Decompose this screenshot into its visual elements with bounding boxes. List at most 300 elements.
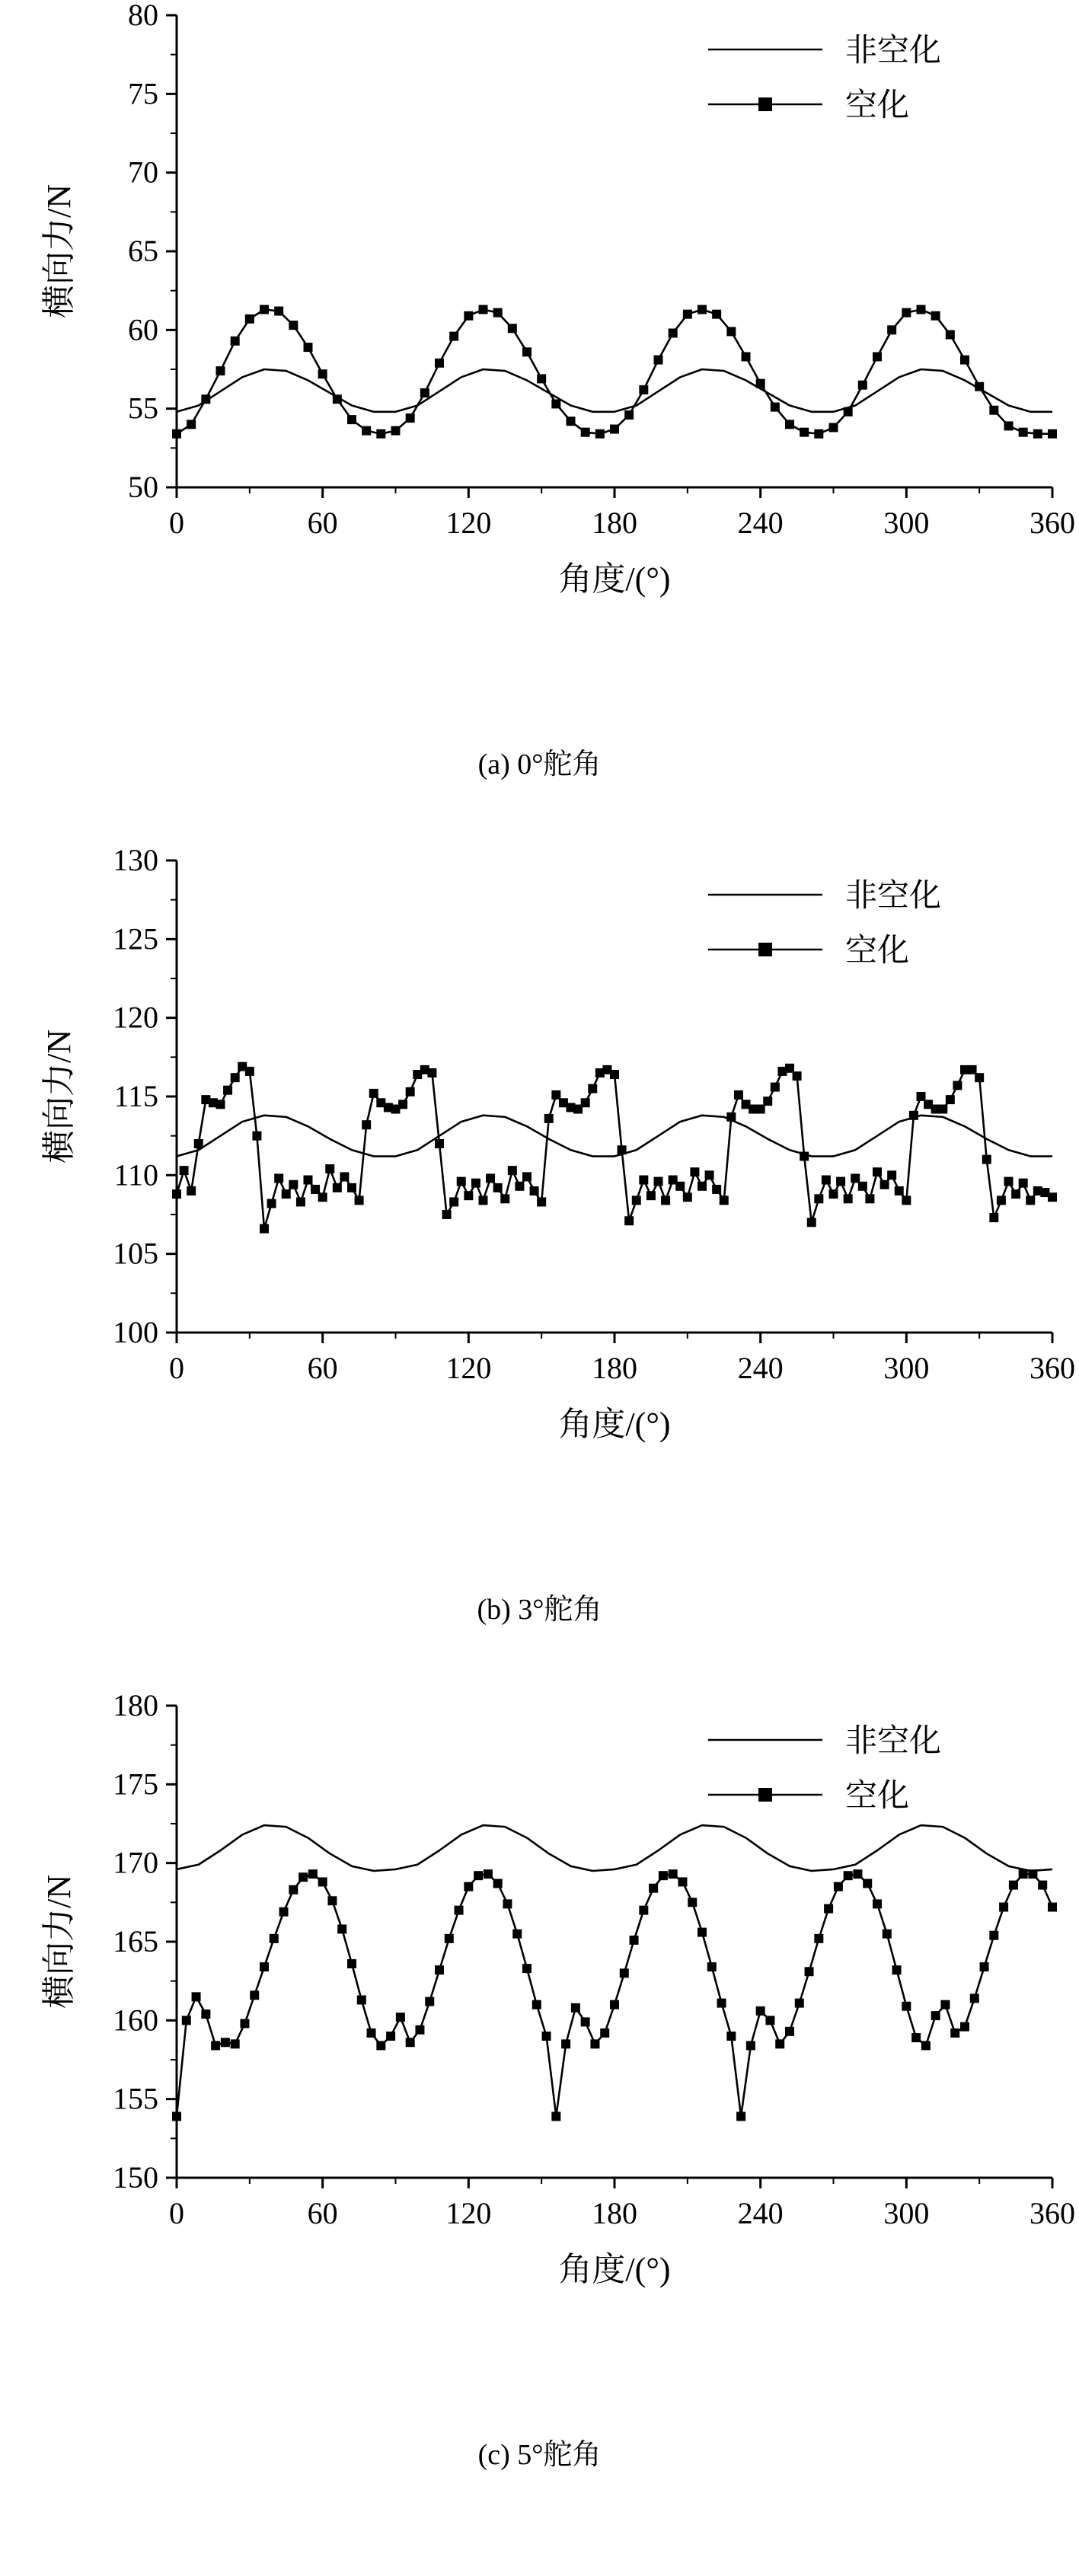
marker-square xyxy=(530,1186,539,1195)
marker-square xyxy=(522,347,532,356)
marker-square xyxy=(982,1155,991,1164)
marker-square xyxy=(318,1877,327,1886)
marker-square xyxy=(333,1183,342,1192)
marker-square xyxy=(581,2017,590,2026)
marker-square xyxy=(187,1186,196,1195)
marker-square xyxy=(902,308,911,318)
marker-square xyxy=(989,1931,998,1940)
marker-square xyxy=(522,1172,532,1181)
marker-square xyxy=(887,1170,896,1179)
marker-square xyxy=(698,1182,707,1191)
marker-square xyxy=(746,2041,755,2050)
y-tick-label: 110 xyxy=(113,1157,158,1192)
marker-square xyxy=(211,2041,220,2050)
marker-square xyxy=(968,1065,977,1074)
marker-square xyxy=(172,1189,181,1199)
chart-panel-b xyxy=(0,845,1079,1690)
marker-square xyxy=(270,1934,279,1943)
marker-square xyxy=(595,429,605,439)
marker-square xyxy=(449,1197,458,1206)
marker-square xyxy=(376,2041,385,2050)
marker-square xyxy=(457,1177,466,1186)
legend-label-1: 空化 xyxy=(845,1779,910,1814)
marker-square xyxy=(771,403,780,412)
y-tick-label: 75 xyxy=(128,76,158,111)
y-tick-label: 130 xyxy=(113,845,158,877)
marker-square xyxy=(522,1964,532,1973)
marker-square xyxy=(822,1176,831,1185)
x-tick-label: 360 xyxy=(1030,1351,1075,1385)
marker-square xyxy=(610,1070,619,1079)
marker-square xyxy=(515,1182,524,1191)
marker-square xyxy=(318,369,327,378)
marker-square xyxy=(172,429,181,439)
marker-square xyxy=(873,1167,882,1176)
x-tick-label: 240 xyxy=(737,1351,784,1385)
marker-square xyxy=(347,415,356,424)
marker-square xyxy=(756,1105,765,1114)
marker-square xyxy=(902,1195,911,1205)
marker-square xyxy=(357,1995,366,2004)
marker-square xyxy=(610,425,619,434)
marker-square xyxy=(946,330,955,340)
marker-square xyxy=(194,1139,203,1148)
x-tick-label: 120 xyxy=(445,506,492,540)
marker-square xyxy=(639,1176,648,1185)
marker-square xyxy=(675,1182,685,1191)
marker-square xyxy=(712,310,721,319)
marker-square xyxy=(829,1189,838,1199)
marker-square xyxy=(771,1083,780,1092)
x-tick-label: 300 xyxy=(883,506,930,540)
marker-square xyxy=(736,2112,745,2121)
legend-label-0: 非空化 xyxy=(845,1724,942,1759)
marker-square xyxy=(311,1185,320,1194)
marker-square xyxy=(1026,1195,1035,1205)
legend-label-0: 非空化 xyxy=(845,879,942,914)
marker-square xyxy=(960,356,969,365)
marker-square xyxy=(296,1197,305,1206)
x-tick-label: 360 xyxy=(1030,506,1075,540)
marker-square xyxy=(960,2022,969,2032)
y-tick-label: 115 xyxy=(113,1079,158,1113)
marker-square xyxy=(325,1164,334,1173)
x-tick-label: 120 xyxy=(445,2196,492,2230)
series-markers-1 xyxy=(172,1062,1057,1234)
legend-marker-1 xyxy=(758,1788,772,1802)
marker-square xyxy=(298,1872,308,1882)
marker-square xyxy=(406,413,415,423)
marker-square xyxy=(369,1089,378,1098)
legend-label-0: 非空化 xyxy=(845,34,942,69)
chart-svg-b xyxy=(0,845,1079,1591)
marker-square xyxy=(260,1962,269,1971)
marker-square xyxy=(639,1906,648,1915)
marker-square xyxy=(698,305,707,314)
y-tick-label: 175 xyxy=(113,1767,158,1802)
chart-panel-a xyxy=(0,0,1079,845)
marker-square xyxy=(588,1084,597,1093)
marker-square xyxy=(632,1195,641,1205)
marker-square xyxy=(999,1903,1008,1912)
marker-square xyxy=(989,1213,998,1222)
marker-square xyxy=(435,359,444,368)
marker-square xyxy=(620,1968,629,1977)
marker-square xyxy=(646,1191,656,1200)
marker-square xyxy=(975,1073,984,1082)
marker-square xyxy=(742,352,751,361)
marker-square xyxy=(420,388,429,397)
marker-square xyxy=(865,1194,874,1203)
chart-panel-c xyxy=(0,1690,1079,2536)
y-tick-label: 125 xyxy=(113,921,158,956)
marker-square xyxy=(340,1172,349,1181)
marker-square xyxy=(260,305,269,314)
marker-square xyxy=(590,2039,599,2048)
marker-square xyxy=(858,1182,867,1191)
marker-square xyxy=(464,1191,473,1200)
marker-square xyxy=(975,382,984,391)
marker-square xyxy=(532,2000,541,2009)
y-axis-label: 横向力/N xyxy=(40,1875,78,2009)
marker-square xyxy=(172,2112,181,2121)
x-axis-label: 角度/(°) xyxy=(558,560,671,598)
marker-square xyxy=(654,356,663,365)
marker-square xyxy=(814,429,823,439)
marker-square xyxy=(659,1871,668,1880)
marker-square xyxy=(442,1210,452,1219)
marker-square xyxy=(464,311,473,321)
marker-square xyxy=(853,1869,862,1879)
marker-square xyxy=(844,407,853,417)
marker-square xyxy=(836,1177,845,1186)
marker-square xyxy=(367,2029,376,2038)
x-tick-label: 300 xyxy=(883,2196,930,2230)
marker-square xyxy=(785,1064,794,1073)
marker-square xyxy=(347,1183,356,1192)
marker-square xyxy=(551,399,560,408)
y-tick-label: 160 xyxy=(113,2003,158,2038)
marker-square xyxy=(231,2039,240,2048)
marker-square xyxy=(512,1930,522,1939)
marker-square xyxy=(717,1999,726,2008)
y-tick-label: 65 xyxy=(128,234,158,268)
marker-square xyxy=(376,429,385,439)
panel-caption-a: (a) 0°舵角 xyxy=(477,749,602,780)
y-tick-label: 100 xyxy=(113,1315,158,1349)
marker-square xyxy=(427,1068,436,1077)
marker-square xyxy=(824,1904,833,1914)
marker-square xyxy=(630,1936,639,1945)
marker-square xyxy=(800,428,809,437)
series-markers-1 xyxy=(172,1869,1057,2121)
chart-svg-a xyxy=(0,0,1079,746)
marker-square xyxy=(669,1869,678,1879)
marker-square xyxy=(551,2112,560,2121)
marker-square xyxy=(415,2025,424,2035)
marker-square xyxy=(493,308,503,318)
marker-square xyxy=(763,1096,772,1106)
marker-square xyxy=(486,1173,495,1183)
marker-square xyxy=(600,2029,609,2038)
marker-square xyxy=(734,1090,743,1100)
marker-square xyxy=(267,1199,276,1208)
marker-square xyxy=(337,1924,346,1933)
marker-square xyxy=(938,1105,947,1114)
x-tick-label: 300 xyxy=(883,1351,930,1385)
series-markers-1 xyxy=(172,305,1057,438)
marker-square xyxy=(537,374,546,383)
marker-square xyxy=(683,310,692,319)
marker-square xyxy=(873,1899,882,1908)
marker-square xyxy=(508,324,517,333)
y-tick-label: 165 xyxy=(113,1924,158,1958)
x-tick-label: 240 xyxy=(737,506,784,540)
marker-square xyxy=(327,1896,337,1905)
marker-square xyxy=(304,1176,313,1185)
marker-square xyxy=(683,1192,692,1202)
y-tick-label: 55 xyxy=(128,391,158,426)
marker-square xyxy=(989,406,998,415)
marker-square xyxy=(726,327,736,336)
marker-square xyxy=(493,1879,503,1888)
marker-square xyxy=(355,1195,364,1205)
marker-square xyxy=(705,1170,714,1179)
marker-square xyxy=(223,1086,232,1095)
marker-square xyxy=(661,1195,670,1205)
marker-square xyxy=(775,2039,784,2048)
marker-square xyxy=(544,1114,554,1123)
marker-square xyxy=(1004,421,1014,430)
marker-square xyxy=(911,2033,921,2042)
marker-square xyxy=(1019,1869,1028,1879)
marker-square xyxy=(274,1173,283,1183)
marker-square xyxy=(455,1906,464,1915)
marker-square xyxy=(464,1882,473,1891)
marker-square xyxy=(851,1173,860,1183)
marker-square xyxy=(279,1907,289,1917)
panel-caption-b: (b) 3°舵角 xyxy=(477,1594,602,1626)
marker-square xyxy=(581,1098,590,1107)
marker-square xyxy=(289,1180,298,1189)
marker-square xyxy=(917,1092,926,1101)
plot-area-c xyxy=(0,1690,1079,2437)
marker-square xyxy=(318,1192,327,1202)
y-tick-label: 120 xyxy=(113,1000,158,1035)
marker-square xyxy=(649,1884,658,1893)
marker-square xyxy=(406,2038,415,2047)
marker-square xyxy=(807,1218,816,1227)
y-axis-label: 横向力/N xyxy=(40,1029,78,1164)
marker-square xyxy=(1038,1881,1047,1890)
marker-square xyxy=(887,325,896,334)
marker-square xyxy=(1048,1903,1057,1912)
marker-square xyxy=(398,1100,407,1109)
marker-square xyxy=(551,1090,560,1100)
x-tick-label: 180 xyxy=(592,2196,637,2230)
marker-square xyxy=(391,426,401,436)
marker-square xyxy=(396,2013,405,2022)
marker-square xyxy=(567,417,576,426)
marker-square xyxy=(892,1965,902,1974)
marker-square xyxy=(474,1871,483,1880)
legend-label-1: 空化 xyxy=(845,88,910,123)
legend-marker-1 xyxy=(758,97,772,111)
marker-square xyxy=(756,379,765,388)
marker-square xyxy=(997,1195,1006,1205)
marker-square xyxy=(449,332,458,341)
marker-square xyxy=(980,1962,989,1971)
y-tick-label: 70 xyxy=(128,155,158,190)
marker-square xyxy=(909,1111,918,1120)
marker-square xyxy=(435,1965,444,1974)
marker-square xyxy=(873,352,882,361)
y-tick-label: 60 xyxy=(128,312,158,347)
marker-square xyxy=(282,1189,291,1199)
marker-square xyxy=(240,2019,249,2028)
x-tick-label: 0 xyxy=(169,2196,184,2230)
marker-square xyxy=(201,2009,210,2019)
marker-square xyxy=(1009,1881,1018,1890)
marker-square xyxy=(921,2041,931,2050)
y-tick-label: 80 xyxy=(128,0,158,32)
marker-square xyxy=(216,366,225,375)
marker-square xyxy=(289,321,298,330)
marker-square xyxy=(1048,429,1057,439)
x-axis-label: 角度/(°) xyxy=(558,1406,671,1443)
marker-square xyxy=(216,1100,225,1109)
marker-square xyxy=(581,428,590,437)
marker-square xyxy=(880,1180,889,1189)
marker-square xyxy=(289,1885,298,1894)
marker-square xyxy=(863,1879,872,1888)
x-tick-label: 120 xyxy=(445,1351,492,1385)
marker-square xyxy=(425,1997,434,2006)
marker-square xyxy=(953,1081,962,1090)
marker-square xyxy=(756,2006,765,2016)
x-tick-label: 0 xyxy=(169,506,184,540)
marker-square xyxy=(931,311,940,321)
x-tick-label: 180 xyxy=(592,506,637,540)
marker-square xyxy=(1019,428,1028,437)
marker-square xyxy=(250,1990,259,2000)
marker-square xyxy=(252,1132,261,1141)
marker-square xyxy=(669,328,678,337)
y-tick-label: 105 xyxy=(113,1236,158,1271)
legend-label-1: 空化 xyxy=(845,934,910,969)
marker-square xyxy=(844,1194,853,1203)
marker-square xyxy=(785,420,794,429)
marker-square xyxy=(471,1179,480,1188)
series-line-1 xyxy=(177,309,1052,433)
marker-square xyxy=(883,1930,892,1939)
marker-square xyxy=(950,2029,959,2038)
marker-square xyxy=(765,2016,774,2025)
panel-caption-c: (c) 5°舵角 xyxy=(477,2439,602,2471)
marker-square xyxy=(542,2032,551,2041)
marker-square xyxy=(1019,1179,1028,1188)
marker-square xyxy=(785,2027,794,2036)
marker-square xyxy=(895,1186,904,1195)
marker-square xyxy=(712,1185,721,1194)
marker-square xyxy=(333,394,342,404)
marker-square xyxy=(793,1071,802,1081)
marker-square xyxy=(180,1166,189,1175)
marker-square xyxy=(707,1962,717,1971)
marker-square xyxy=(1011,1189,1020,1199)
marker-square xyxy=(503,1899,512,1908)
marker-square xyxy=(445,1934,454,1943)
x-tick-label: 180 xyxy=(592,1351,637,1385)
marker-square xyxy=(805,1967,814,1976)
plot-area-b xyxy=(0,845,1079,1591)
series-line-1 xyxy=(177,1874,1052,2116)
marker-square xyxy=(618,1145,627,1154)
marker-square xyxy=(537,1197,546,1206)
y-tick-label: 50 xyxy=(128,470,158,504)
marker-square xyxy=(639,385,648,394)
chart-svg-c xyxy=(0,1690,1079,2437)
marker-square xyxy=(814,1934,823,1943)
marker-square xyxy=(479,1195,488,1205)
y-tick-label: 180 xyxy=(113,1690,158,1722)
marker-square xyxy=(610,2000,619,2009)
marker-square xyxy=(260,1224,269,1234)
marker-square xyxy=(726,2032,736,2041)
marker-square xyxy=(688,1898,697,1907)
marker-square xyxy=(231,1073,240,1082)
marker-square xyxy=(902,2002,911,2011)
marker-square xyxy=(970,1993,979,2003)
marker-square xyxy=(726,1112,736,1122)
marker-square xyxy=(1004,1177,1014,1186)
marker-square xyxy=(654,1177,663,1186)
marker-square xyxy=(362,426,371,436)
marker-square xyxy=(347,1959,356,1968)
marker-square xyxy=(274,307,283,316)
marker-square xyxy=(814,1194,823,1203)
marker-square xyxy=(829,423,838,432)
marker-square xyxy=(245,1067,254,1076)
marker-square xyxy=(182,2016,191,2025)
marker-square xyxy=(508,1166,517,1175)
x-axis-label: 角度/(°) xyxy=(558,2251,671,2288)
marker-square xyxy=(571,2003,580,2013)
marker-square xyxy=(362,1120,371,1129)
marker-square xyxy=(795,1999,804,2008)
y-tick-label: 170 xyxy=(113,1845,158,1880)
marker-square xyxy=(484,1869,493,1879)
marker-square xyxy=(201,394,210,404)
marker-square xyxy=(500,1194,509,1203)
marker-square xyxy=(917,305,926,314)
series-line-0 xyxy=(177,369,1052,412)
marker-square xyxy=(624,410,634,420)
marker-square xyxy=(690,1167,699,1176)
marker-square xyxy=(834,1882,843,1891)
series-line-0 xyxy=(177,1825,1052,1871)
series-line-1 xyxy=(177,1067,1052,1229)
marker-square xyxy=(406,1087,415,1096)
y-axis-label: 横向力/N xyxy=(40,184,78,318)
marker-square xyxy=(940,2000,950,2009)
plot-area-a xyxy=(0,0,1079,746)
marker-square xyxy=(561,2039,570,2048)
marker-square xyxy=(221,2038,230,2047)
marker-square xyxy=(1033,429,1042,439)
y-tick-label: 155 xyxy=(113,2081,158,2116)
marker-square xyxy=(192,1992,201,2001)
